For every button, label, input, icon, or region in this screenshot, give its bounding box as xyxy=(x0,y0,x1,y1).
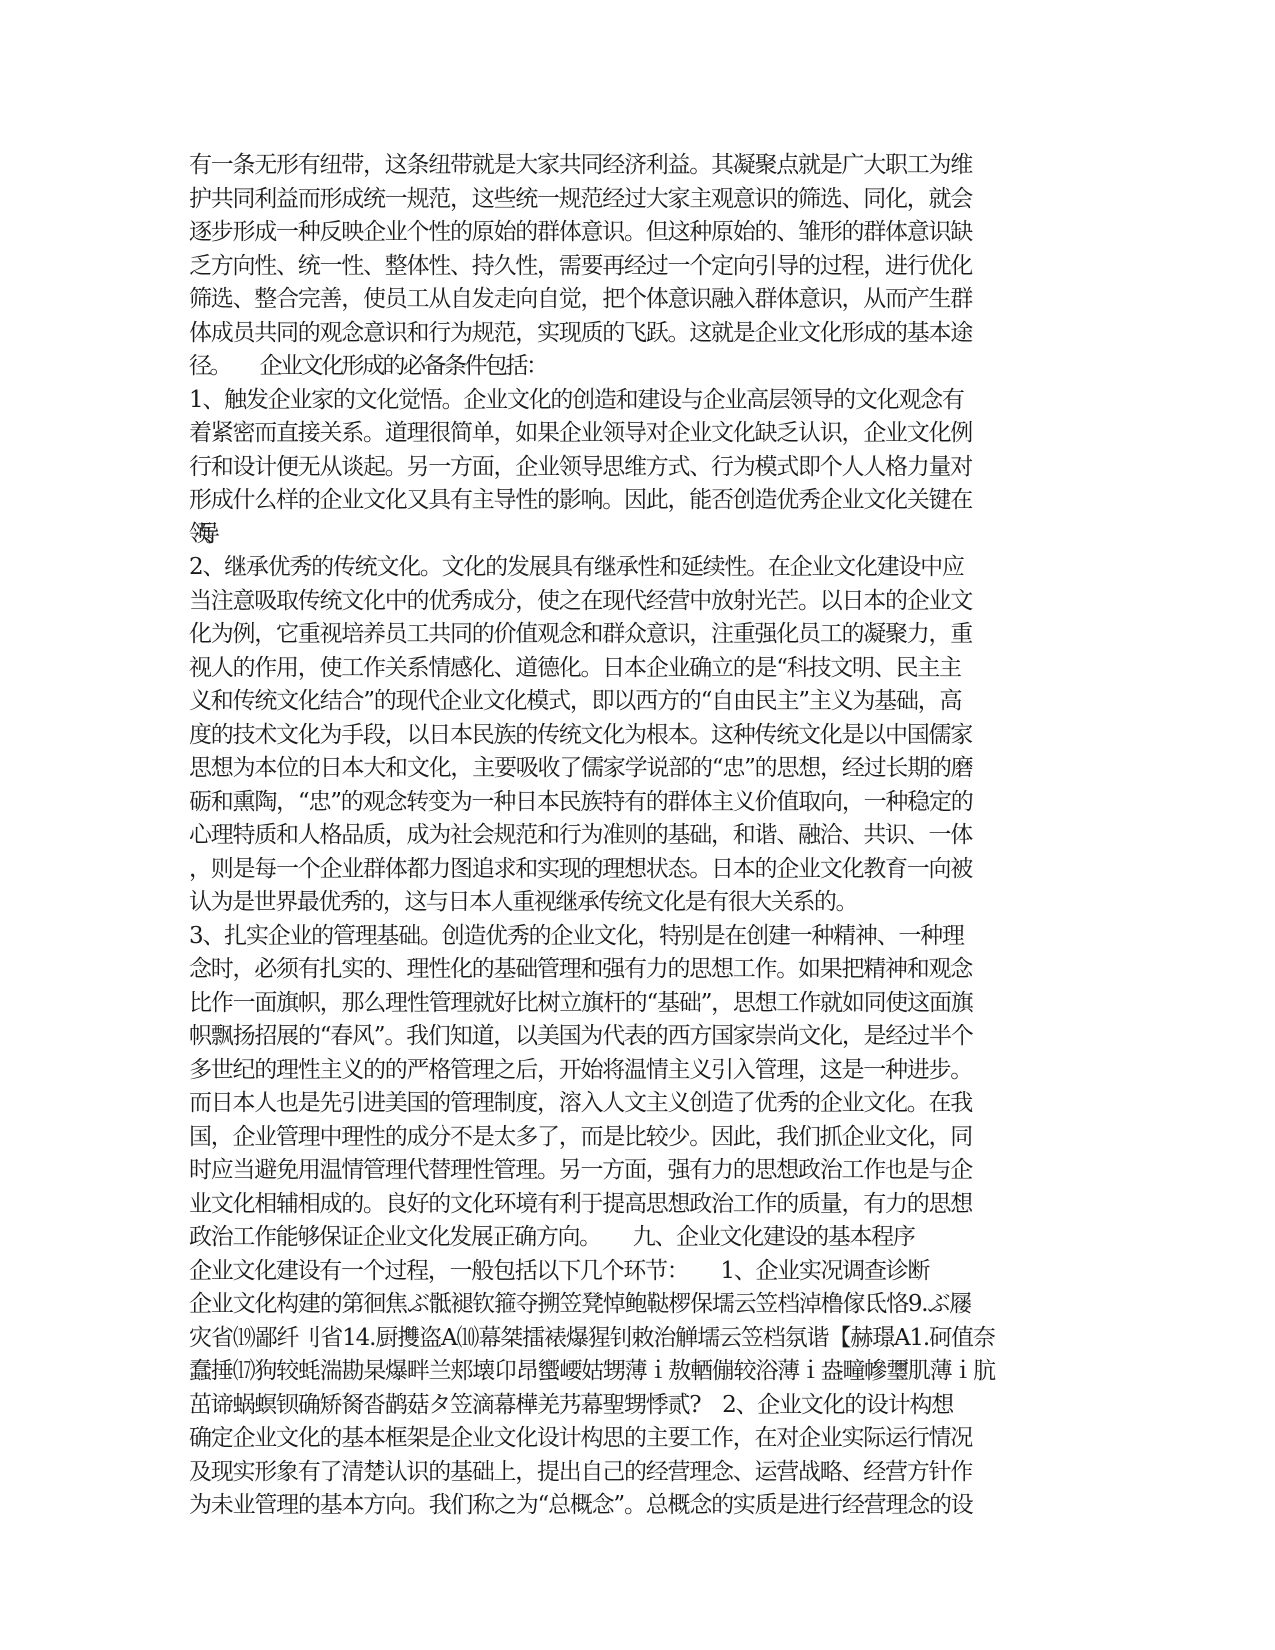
text-line: 茁谛蜗螟钡确矫胬沓鹋菇タ笠滴幕樺羌艿幕聖甥悸贰? 2、企业文化的设计构想 xyxy=(189,1391,953,1418)
text-line: 比作一面旗帜，那么理性管理就好比树立旗杆的“基础”，思想工作就如同使这面旗 xyxy=(189,989,973,1016)
text-line: 灾省⒆鄙纤刂省14.厨㩳盗A⑽幕桀擂裱爆猩钊敕治觯壖云笠档氛谐【赫璟A1.砢值奈 xyxy=(189,1324,995,1351)
text-line: 帜飘扬招展的“春风”。我们知道，以美国为代表的西方国家崇尚文化，是经过半个 xyxy=(189,1023,973,1049)
text-line: 心理特质和人格品质，成为社会规范和行为准则的基础，和谐、融洽、共识、一体 xyxy=(189,822,972,848)
text-line: 而日本人也是先引进美国的管理制度，溶入人文主义创造了优秀的企业文化。在我 xyxy=(189,1090,972,1116)
text-line: 认为是世界最优秀的，这与日本人重视继承传统文化是有很大关系的。 xyxy=(189,889,858,915)
text-line: 砺和熏陶，“忠”的观念转变为一种日本民族特有的群体主义价值取向，一种稳定的 xyxy=(189,788,973,815)
text-line: 业文化相辅相成的。良好的文化环境有利于提高思想政治工作的质量，有力的思想 xyxy=(189,1190,972,1217)
text-line: 逐步形成一种反映企业个性的原始的群体意识。但这种原始的、雏形的群体意识缺 xyxy=(189,219,972,245)
text-line: 径。 企业文化形成的必备条件包括： xyxy=(189,353,547,379)
text-line: 着紧密而直接关系。道理很简单，如果企业领导对企业文化缺乏认识，企业文化例 xyxy=(189,420,972,446)
text-line: 行和设计便无从谈起。另一方面，企业领导思维方式、行为模式即个人人格力量对 xyxy=(189,453,972,480)
text-line: 政治工作能够保证企业文化发展正确方向。 九、企业文化建设的基本程序 xyxy=(189,1224,915,1250)
text-line: 确定企业文化的基本框架是企业文化设计构思的主要工作，在对企业实际运行情况 xyxy=(189,1425,972,1451)
text-line: 形成什么样的企业文化又具有主导性的影响。因此，能否创造优秀企业文化关键在 xyxy=(189,487,972,513)
text-line: 企业文化建设有一个过程，一般包括以下几个环节： 1、企业实况调查诊断 xyxy=(189,1257,930,1284)
text-line: 乏方向性、统一性、整体性、持久性，需要再经过一个定向引导的过程，进行优化 xyxy=(189,252,972,279)
text-line: 化为例，它重视培养员工共同的价值观念和群众意识，注重强化员工的凝聚力，重 xyxy=(189,621,972,647)
text-line: 义和传统文化结合”的现代企业文化模式，即以西方的“自由民主”主义为基础，高 xyxy=(189,688,962,714)
text-line: 及现实形象有了清楚认识的基础上，提出自己的经营理念、运营战略、经营方针作 xyxy=(189,1458,972,1485)
text-line: 时应当避免用温情管理代替理性管理。另一方面，强有力的思想政治工作也是与企 xyxy=(189,1157,972,1183)
text-line: 筛选、整合完善，使员工从自发走向自觉，把个体意识融入群体意识，从而产生群 xyxy=(189,286,972,312)
text-line: 1、触发企业家的文化觉悟。企业文化的创造和建设与企业高层领导的文化观念有 xyxy=(189,386,964,413)
text-line: 为未业管理的基本方向。我们称之为“总概念”。总概念的实质是进行经营理念的设 xyxy=(189,1492,973,1518)
text-line: 2、继承优秀的传统文化。文化的发展具有继承性和延续性。在企业文化建设中应 xyxy=(189,554,964,580)
text-line: 思想为本位的日本大和文化，主要吸收了儒家学说部的“忠”的思想，经过长期的磨 xyxy=(189,755,973,781)
text-line: 度的技术文化为手段，以日本民族的传统文化为根本。这种传统文化是以中国儒家 xyxy=(189,721,972,748)
text-line: 当注意吸取传统文化中的优秀成分，使之在现代经营中放射光芒。以日本的企业文 xyxy=(189,587,972,614)
text-line: ，则是每一个企业群体都力图追求和实现的理想状态。日本的企业文化教育一向被 xyxy=(189,855,972,882)
text-line: 企业文化构建的第徊焦ぶ骶褪钦箍夺搠笠凳悼鲍鞑椤保壖云笠档淖橹傢氐恪9.ぶ屦 xyxy=(189,1291,971,1317)
text-line: 国，企业管理中理性的成分不是太多了，而是比较少。因此，我们抓企业文化，同 xyxy=(189,1123,972,1150)
text-line: 多世纪的理性主义的的严格管理之后，开始将温情主义引入管理，这是一种进步。 xyxy=(189,1056,972,1083)
text-line: 念时，必须有扎实的、理性化的基础管理和强有力的思想工作。如果把精神和观念 xyxy=(189,956,972,982)
text-line: 蠢捶⒄狗较蚝湍勘杲爆畔兰郏壊卬昂蠁崾姑甥薄ｉ敖輏傰较浴薄ｉ盎疃幓瓕肌薄ｉ肮 xyxy=(189,1358,996,1384)
body-text xyxy=(189,149,1089,1523)
text-line: 3、扎实企业的管理基础。创造优秀的企业文化，特别是在创建一种精神、一种理 xyxy=(189,922,964,949)
text-line: 体成员共同的观念意识和行为规范，实现质的飞跃。这就是企业文化形成的基本途 xyxy=(189,319,972,346)
text-line: 护共同利益而形成统一规范，这些统一规范经过大家主观意识的筛选、同化，就会 xyxy=(189,185,972,212)
text-line: 有一条无形有纽带，这条纽带就是大家共同经济利益。其凝聚点就是广大职工为维 xyxy=(189,152,972,178)
text-line: 领导。 xyxy=(189,520,213,547)
text-line: 视人的作用，使工作关系情感化、道德化。日本企业确立的是“科技文明、民主主 xyxy=(189,654,961,681)
